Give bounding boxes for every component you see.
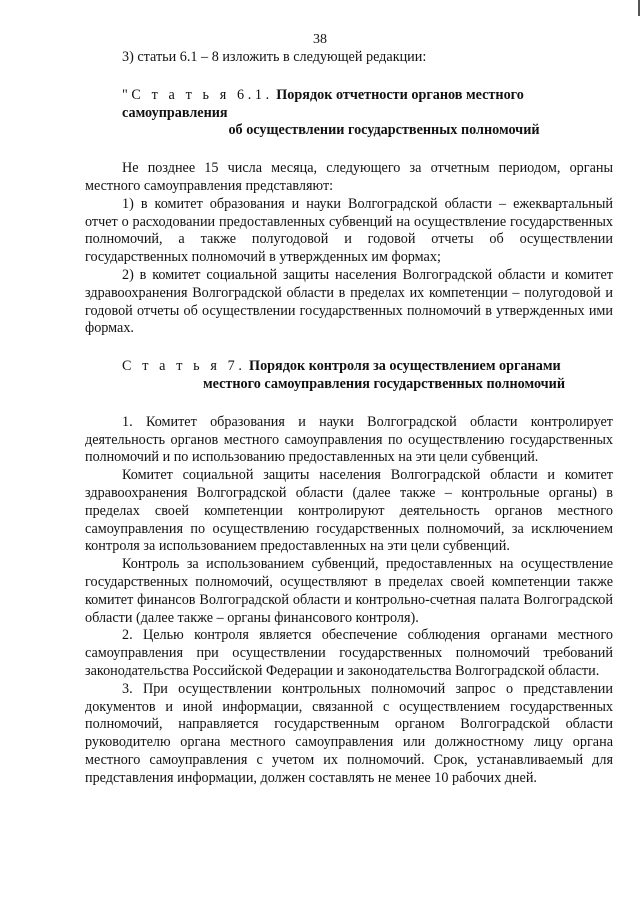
article-6-1-paragraph: 1) в комитет образования и науки Волгоградской области – ежеквартальный отчет о расходовании предоставленных субвенций на осуществление государственных полномочий, а также полугодовой и годовой отчеты об осуществлении государственных полномочий в утвержденных им формах; <box>85 195 613 266</box>
article-7-paragraph: 2. Целью контроля является обеспечение соблюдения органами местного самоуправления при осуществлении государственных полномочий требований законодательства Российской Федерации и законодательства Волгоградской области. <box>85 627 613 679</box>
article-6-1-paragraph: 2) в комитет социальной защиты населения Волгоградской области и комитет здравоохранения Волгоградской области в пределах их компетенции – полугодовой и годовой отчеты об осуществлении государственных полномочий в утвержденных ими формах. <box>85 266 613 337</box>
article-6-1-paragraph: Не позднее 15 числа месяца, следующего за отчетным периодом, органы местного самоуправления представляют: <box>85 160 613 194</box>
article-6-1-title-line1: Порядок отчетности органов местного самоуправления <box>122 86 524 121</box>
article-7-prefix: С т а т ь я 7. <box>122 358 246 375</box>
article-6-1-prefix: "С т а т ь я 6.1. <box>122 86 273 103</box>
intro-paragraph: 3) статьи 6.1 – 8 изложить в следующей редакции: <box>122 49 427 65</box>
article-7-paragraph: 3. При осуществлении контрольных полномочий запрос о представлении документов и иной информации, связанной с осуществлением государственных полномочий, направляется государственным органом Волгоградской области руководителю органа местного самоуправления или должностному лицу органа местного самоуправления с учетом их полномочий. Срок, устанавливаемый для представления информации, должен составлять не менее 10 рабочих дней. <box>85 680 613 786</box>
article-7-paragraph: Комитет социальной защиты населения Волгоградской области и комитет здравоохранения Волгоградской области (далее также – контрольные органы) в пределах своей компетенции контролируют деятельность органов местного самоуправления по осуществлению государственных полномочий, за исключением контроля за использованием предоставленных на эти цели субвенций. <box>85 467 613 555</box>
article-6-1-title-line2: об осуществлении государственных полномочий <box>228 122 540 139</box>
article-7-paragraph: Контроль за использованием субвенций, предоставленных на осуществление государственных полномочий, осуществляют в пределах своей компетенции также комитет финансов Волгоградской области и контрольно-счетная палата Волгоградской области (далее также – органы финансового контроля). <box>85 556 613 626</box>
article-7-paragraph: 1. Комитет образования и науки Волгоградской области контролирует деятельность органов местного самоуправления по осуществлению государственных полномочий и по использованию предоставленных на эти цели субвенций. <box>85 413 613 466</box>
page-number: 38 <box>313 32 327 47</box>
article-7-title-line2: местного самоуправления государственных полномочий <box>202 375 566 392</box>
article-6-1-heading <box>85 87 613 140</box>
document-body <box>85 49 613 787</box>
article-7-title-line1: Порядок контроля за осуществлением органами <box>249 358 561 375</box>
article-7-heading <box>85 358 613 394</box>
